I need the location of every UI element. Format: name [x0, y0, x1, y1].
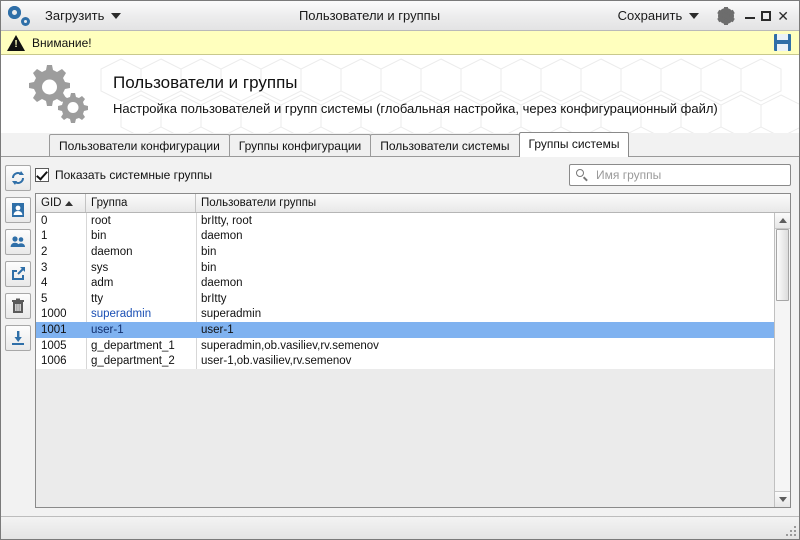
table-row[interactable]	[36, 260, 774, 276]
cell-users: user-1	[201, 323, 234, 336]
gears-icon	[23, 63, 95, 125]
column-header-group-users-label: Пользователи группы	[201, 197, 317, 209]
table-row[interactable]	[36, 322, 774, 338]
delete-icon[interactable]	[5, 293, 31, 319]
cell-users: superadmin,ob.vasiliev,rv.semenov	[201, 339, 379, 352]
refresh-icon[interactable]	[5, 165, 31, 191]
gears-graphic	[23, 63, 95, 125]
minimize-icon[interactable]	[745, 17, 755, 19]
table-empty-area	[36, 369, 774, 507]
cell-group: root	[91, 214, 111, 227]
column-header-gid[interactable]	[36, 194, 86, 212]
table-vertical-scrollbar[interactable]	[774, 213, 790, 507]
window-controls	[743, 7, 795, 24]
gear-icon[interactable]	[717, 7, 735, 25]
cell-gid: 1006	[41, 355, 67, 368]
gears-icon	[7, 4, 31, 28]
scroll-up-icon[interactable]	[775, 213, 790, 229]
chevron-down-icon	[689, 13, 699, 19]
cell-group: g_department_1	[91, 339, 175, 352]
table-row[interactable]	[36, 353, 774, 369]
column-header-gid-label: GID	[41, 197, 62, 209]
warning-triangle-icon	[7, 35, 25, 51]
cell-users: brItty, root	[201, 214, 252, 227]
window-title: Пользователи и группы	[298, 8, 441, 23]
tab-config-groups[interactable]: Группы конфигурации	[229, 134, 371, 157]
page-subtitle: Настройка пользователей и групп системы (глобальная настройка, через конфигурационный файл)	[113, 100, 718, 116]
cell-users: brItty	[201, 292, 227, 305]
table-body	[36, 213, 774, 507]
banner-content	[1, 55, 799, 133]
checkbox-box	[35, 168, 49, 182]
search-field[interactable]	[569, 164, 791, 186]
table-row[interactable]	[36, 275, 774, 291]
cell-group: g_department_2	[91, 355, 175, 368]
group-users-icon[interactable]	[5, 229, 31, 255]
cell-gid: 3	[41, 261, 48, 274]
cell-group: sys	[91, 261, 109, 274]
scroll-down-icon[interactable]	[775, 491, 790, 507]
warning-bar	[1, 31, 799, 55]
column-header-group[interactable]	[86, 194, 196, 212]
table-body-area	[36, 213, 790, 507]
show-system-groups-checkbox[interactable]	[35, 168, 212, 182]
action-sidebar	[1, 157, 35, 516]
page-banner	[1, 55, 799, 133]
table-row[interactable]	[36, 291, 774, 307]
show-system-groups-label: Показать системные группы	[55, 168, 213, 182]
title-bar-left	[5, 4, 129, 28]
column-header-group-users[interactable]	[196, 194, 790, 212]
cell-users: daemon	[201, 230, 243, 243]
scroll-thumb[interactable]	[776, 229, 789, 301]
status-bar	[1, 516, 799, 539]
page-title: Пользователи и группы	[113, 72, 298, 92]
cell-users: bin	[201, 245, 217, 258]
main-body	[1, 156, 799, 516]
sort-ascending-icon	[65, 201, 73, 206]
cell-gid: 1001	[41, 323, 67, 336]
groups-table	[35, 193, 791, 508]
cell-group: tty	[91, 292, 104, 305]
cell-group[interactable]: superadmin	[91, 308, 152, 321]
cell-group[interactable]: user-1	[91, 323, 124, 336]
close-icon[interactable]: ✕	[777, 7, 789, 24]
title-bar	[1, 1, 799, 31]
scroll-track[interactable]	[775, 229, 790, 491]
resize-grip-icon[interactable]	[784, 524, 796, 536]
tab-system-users[interactable]: Пользователи системы	[370, 134, 519, 157]
cell-users: user-1,ob.vasiliev,rv.semenov	[201, 355, 352, 368]
tab-bar	[1, 133, 799, 157]
table-header-row	[36, 194, 790, 213]
cell-users: superadmin	[201, 308, 262, 321]
table-row[interactable]	[36, 244, 774, 260]
add-user-icon[interactable]	[5, 197, 31, 223]
maximize-icon[interactable]	[761, 11, 771, 21]
table-row[interactable]	[36, 338, 774, 354]
cell-gid: 1005	[41, 339, 67, 352]
cell-gid: 4	[41, 277, 48, 290]
cell-group: daemon	[91, 245, 133, 258]
table-row[interactable]	[36, 229, 774, 245]
cell-users: bin	[201, 261, 217, 274]
export-icon[interactable]	[5, 261, 31, 287]
tab-system-groups[interactable]: Группы системы	[519, 132, 630, 157]
cell-group: adm	[91, 277, 114, 290]
search-icon	[576, 169, 589, 182]
load-menu-label: Загрузить	[45, 8, 105, 23]
table-row[interactable]	[36, 213, 774, 229]
cell-gid: 1000	[41, 308, 67, 321]
warning-text: Внимание!	[32, 35, 92, 50]
cell-gid: 2	[41, 245, 48, 258]
banner-text	[113, 73, 718, 116]
column-header-group-label: Группа	[91, 197, 128, 209]
chevron-down-icon	[111, 13, 121, 19]
cell-gid: 1	[41, 230, 48, 243]
cell-gid: 0	[41, 214, 48, 227]
title-bar-right	[610, 5, 795, 26]
table-toolbar	[35, 163, 791, 187]
search-input[interactable]	[594, 167, 784, 183]
tab-config-users[interactable]: Пользователи конфигурации	[49, 134, 230, 157]
content-area	[35, 157, 799, 516]
floppy-disk-icon[interactable]	[774, 34, 791, 51]
cell-users: daemon	[201, 277, 243, 290]
cell-gid: 5	[41, 292, 48, 305]
cell-group: bin	[91, 230, 107, 243]
save-menu-label: Сохранить	[617, 8, 683, 23]
load-menu-button[interactable]	[37, 5, 129, 26]
import-icon[interactable]	[5, 325, 31, 351]
save-menu-button[interactable]	[610, 5, 708, 26]
table-row[interactable]	[36, 307, 774, 323]
